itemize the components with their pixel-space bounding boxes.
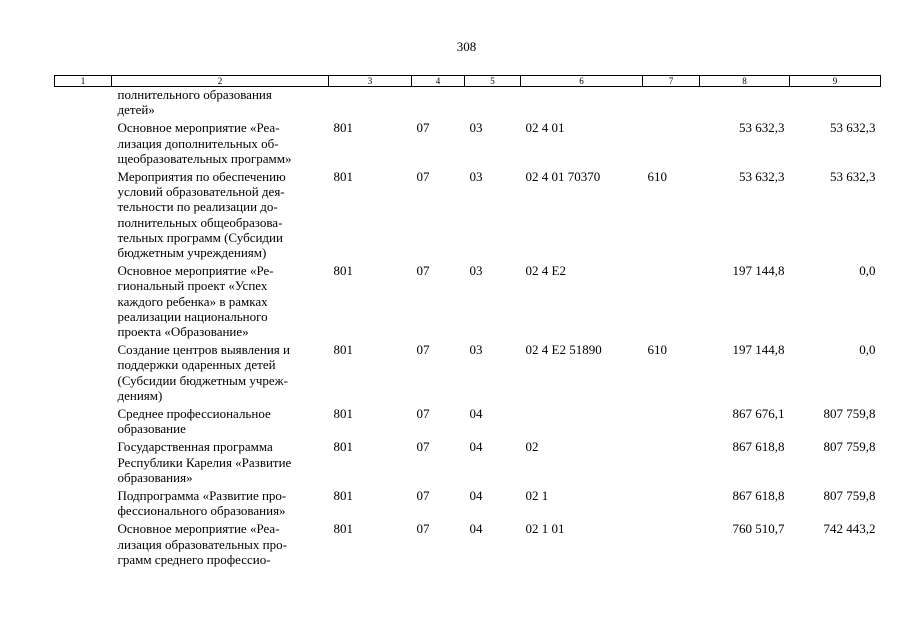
- row-section-code: 801: [333, 488, 353, 504]
- row-expense-type: [643, 439, 700, 488]
- row-name-line: тельных программ (Субсидии: [117, 229, 283, 245]
- row-target-article: 02 4 Е2 51890: [525, 342, 602, 358]
- budget-table: [54, 75, 881, 570]
- header-col-6: 6: [521, 76, 643, 87]
- row-target-article: 02 1 01: [525, 521, 565, 537]
- row-chapter-code: 07: [416, 439, 430, 455]
- row-name-line: Основное мероприятие «Реа-: [117, 521, 280, 537]
- row-amount-2021: 742 443,2: [823, 521, 876, 537]
- row-chapter-code: 07: [416, 263, 430, 279]
- row-col1-cell: [55, 263, 112, 342]
- row-target-article: 02 4 01 70370: [525, 169, 601, 185]
- row-amount-2020: 53 632,3: [739, 120, 785, 136]
- row-name-cell: [112, 521, 329, 570]
- row-chapter-code: 07: [416, 488, 430, 504]
- row-name-line: Государственная программа: [117, 439, 273, 455]
- row-name-line: гиональный проект «Успех: [117, 278, 268, 294]
- row-chapter-code: [412, 87, 465, 121]
- page-number: 308: [456, 39, 477, 54]
- row-section-code: 801: [333, 169, 353, 185]
- row-name-line: Создание центров выявления и: [117, 342, 290, 358]
- row-amount-2020: 53 632,3: [739, 169, 785, 185]
- row-name-line: фессионального образования»: [117, 503, 286, 519]
- row-name-line: образования»: [117, 469, 193, 485]
- table-row: [55, 488, 881, 521]
- row-name-line: поддержки одаренных детей: [117, 357, 276, 373]
- table-row: [55, 521, 881, 570]
- row-amount-2020: 760 510,7: [732, 521, 785, 537]
- table-row: [55, 342, 881, 406]
- row-amount-2021: 0,0: [859, 342, 876, 358]
- row-name-line: грамм среднего профессио-: [117, 551, 271, 567]
- row-chapter-code: 07: [416, 406, 430, 422]
- row-chapter-code: 07: [416, 169, 430, 185]
- header-col-1: 1: [55, 76, 112, 87]
- row-name-line: лизация образовательных про-: [117, 536, 287, 552]
- row-amount-2020: 867 618,8: [732, 488, 785, 504]
- row-expense-type: 610: [647, 169, 667, 185]
- row-target-article: [521, 87, 643, 121]
- row-expense-type: [643, 521, 700, 570]
- row-subchapter-code: [465, 87, 521, 121]
- row-col1-cell: [55, 488, 112, 521]
- row-amount-2021: 0,0: [859, 263, 876, 279]
- row-section-code: 801: [333, 439, 353, 455]
- header-col-5: 5: [465, 76, 521, 87]
- row-subchapter-code: 04: [469, 439, 483, 455]
- row-col1-cell: [55, 521, 112, 570]
- row-expense-type: [643, 87, 700, 121]
- header-col-9: 9: [790, 76, 881, 87]
- row-name-line: Подпрограмма «Развитие про-: [117, 488, 287, 504]
- row-amount-2020: 867 676,1: [732, 406, 785, 422]
- row-subchapter-code: 03: [469, 120, 483, 136]
- row-name-line: образование: [117, 421, 186, 437]
- row-name-cell: [112, 263, 329, 342]
- row-target-article: 02 4 Е2: [525, 263, 566, 279]
- table-row: [55, 263, 881, 342]
- row-name-line: каждого ребенка» в рамках: [117, 293, 268, 309]
- row-col1-cell: [55, 87, 112, 121]
- row-name-line: бюджетным учреждениям): [117, 245, 267, 261]
- row-chapter-code: 07: [416, 521, 430, 537]
- row-amount-2021: 53 632,3: [830, 120, 876, 136]
- table-row: [55, 406, 881, 439]
- table-row: [55, 87, 881, 121]
- row-name-line: детей»: [117, 102, 155, 118]
- header-col-8: 8: [700, 76, 790, 87]
- row-name-line: полнительного образования: [117, 87, 272, 102]
- row-name-line: лизация дополнительных об-: [117, 135, 279, 151]
- row-name-line: Основное мероприятие «Ре-: [117, 263, 274, 279]
- row-name-cell: [112, 120, 329, 169]
- row-name-line: реализации национального: [117, 308, 268, 324]
- row-target-article: 02 1: [525, 488, 549, 504]
- header-col-3: 3: [329, 76, 412, 87]
- row-name-line: Мероприятия по обеспечению: [117, 169, 286, 185]
- row-amount-2021: 807 759,8: [823, 488, 876, 504]
- row-col1-cell: [55, 439, 112, 488]
- row-chapter-code: 07: [416, 342, 430, 358]
- row-subchapter-code: 04: [469, 488, 483, 504]
- row-name-line: полнительных общеобразова-: [117, 214, 283, 230]
- row-expense-type: [643, 406, 700, 439]
- row-amount-2021: 807 759,8: [823, 406, 876, 422]
- row-section-code: 801: [333, 342, 353, 358]
- row-name-line: дениям): [117, 387, 163, 403]
- row-section-code: 801: [333, 521, 353, 537]
- row-expense-type: [643, 120, 700, 169]
- row-name-cell: [112, 406, 329, 439]
- row-name-cell: [112, 488, 329, 521]
- row-col1-cell: [55, 120, 112, 169]
- row-name-line: условий образовательной дея-: [117, 184, 285, 200]
- table-body: [55, 87, 881, 571]
- row-section-code: 801: [333, 263, 353, 279]
- row-expense-type: [643, 488, 700, 521]
- row-subchapter-code: 04: [469, 406, 483, 422]
- row-col1-cell: [55, 342, 112, 406]
- row-section-code: [329, 87, 412, 121]
- row-name-cell: [112, 87, 329, 121]
- row-name-line: Основное мероприятие «Реа-: [117, 120, 280, 136]
- header-row: [55, 76, 881, 87]
- row-amount-2020: 197 144,8: [732, 263, 785, 279]
- row-name-line: Республики Карелия «Развитие: [117, 454, 292, 470]
- row-target-article: [521, 406, 643, 439]
- row-col1-cell: [55, 169, 112, 263]
- row-amount-2021: 53 632,3: [830, 169, 876, 185]
- row-name-line: Среднее профессиональное: [117, 406, 271, 422]
- table-row: [55, 120, 881, 169]
- row-name-line: (Субсидии бюджетным учреж-: [117, 372, 288, 388]
- budget-table-container: [54, 75, 880, 570]
- row-subchapter-code: 03: [469, 342, 483, 358]
- table-row: [55, 169, 881, 263]
- row-name-cell: [112, 169, 329, 263]
- row-col1-cell: [55, 406, 112, 439]
- header-col-4: 4: [412, 76, 465, 87]
- row-amount-2020: [700, 87, 790, 121]
- row-name-line: проекта «Образование»: [117, 324, 249, 340]
- row-subchapter-code: 04: [469, 521, 483, 537]
- header-col-7: 7: [643, 76, 700, 87]
- row-subchapter-code: 03: [469, 263, 483, 279]
- row-chapter-code: 07: [416, 120, 430, 136]
- row-amount-2020: 867 618,8: [732, 439, 785, 455]
- row-target-article: 02 4 01: [525, 120, 565, 136]
- row-name-line: тельности по реализации до-: [117, 199, 278, 215]
- row-expense-type: [643, 263, 700, 342]
- row-subchapter-code: 03: [469, 169, 483, 185]
- row-name-cell: [112, 439, 329, 488]
- row-amount-2021: 807 759,8: [823, 439, 876, 455]
- row-expense-type: 610: [647, 342, 667, 358]
- table-row: [55, 439, 881, 488]
- row-amount-2021: [790, 87, 881, 121]
- row-name-line: щеобразовательных программ»: [117, 150, 292, 166]
- row-amount-2020: 197 144,8: [732, 342, 785, 358]
- row-target-article: 02: [525, 439, 539, 455]
- row-name-cell: [112, 342, 329, 406]
- row-section-code: 801: [333, 120, 353, 136]
- header-col-2: 2: [112, 76, 329, 87]
- row-section-code: 801: [333, 406, 353, 422]
